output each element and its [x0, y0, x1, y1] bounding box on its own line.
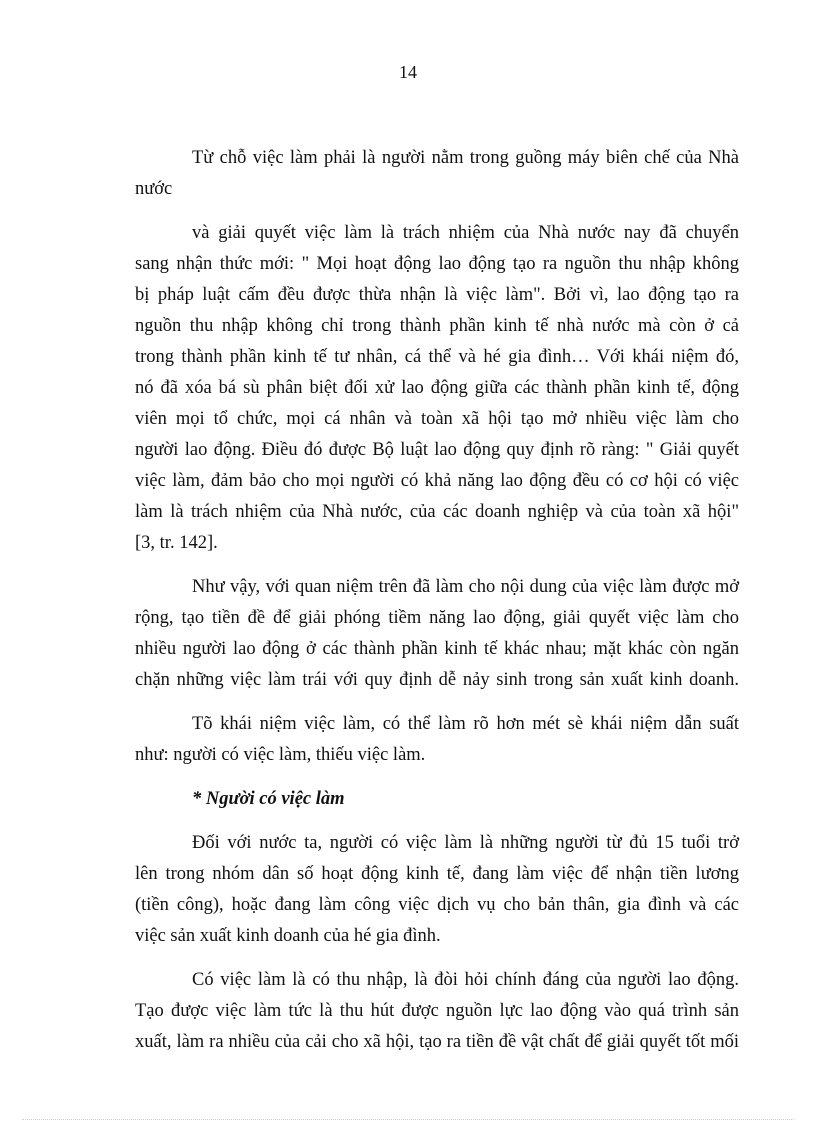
text-line: việc làm, đảm bảo cho mọi người có khả năng lao động đều có cơ hội có việc: [135, 471, 739, 491]
text-line: [3, tr. 142].: [135, 533, 218, 553]
text-line: nhiều người lao động ở các thành phần kinh tế khác nhau; mặt khác còn ngăn: [135, 639, 739, 659]
text-line: chặn những việc làm trái với quy định dễ nảy sinh trong sản xuất kinh doanh.: [135, 670, 739, 690]
paragraph-3: [135, 572, 739, 696]
text-line: nước: [135, 179, 173, 199]
text-line: (tiền công), hoặc đang làm công việc dịch vụ cho bản thân, gia đình và các: [135, 895, 739, 915]
text-line: Như vậy, với quan niệm trên đã làm cho nội dung của việc làm được mở: [192, 577, 739, 597]
text-line: viên mọi tổ chức, mọi cá nhân và toàn xã hội tạo mở nhiều việc làm cho: [135, 409, 739, 429]
text-line: như: người có việc làm, thiếu việc làm.: [135, 745, 426, 765]
section-heading: * Người có việc làm: [192, 789, 345, 809]
text-line: Tạo được việc làm tức là thu hút được nguồn lực lao động vào quá trình sản: [135, 1001, 739, 1021]
text-line: bị pháp luật cấm đều được thừa nhận là việc làm". Bởi vì, lao động tạo ra: [135, 285, 739, 305]
text-line: Tõ khái niệm việc làm, có thể làm rõ hơn mét sè khái niệm dẫn suất: [192, 714, 739, 734]
text-line: xuất, làm ra nhiều của cải cho xã hội, tạo ra tiền đề vật chất để giải quyết tốt mối: [135, 1032, 739, 1052]
paragraph-2: [135, 218, 739, 559]
text-line: nó đã xóa bá sù phân biệt đối xử lao động giữa các thành phần kinh tế, động: [135, 378, 739, 398]
page-number: 14: [399, 62, 417, 82]
text-line: trong thành phần kinh tế tư nhân, cá thể và hé gia đình… Với khái niệm đó,: [135, 347, 739, 367]
text-line: làm là trách nhiệm của Nhà nước, của các doanh nghiệp và của toàn xã hội": [135, 502, 739, 522]
text-line: sang nhận thức mới: " Mọi hoạt động lao động tạo ra nguồn thu nhập không: [135, 254, 739, 274]
text-line: rộng, tạo tiền đề để giải phóng tiềm năng lao động, giải quyết việc làm cho: [135, 608, 739, 628]
paragraph-5: [135, 828, 739, 952]
text-line: Đối với nước ta, người có việc làm là những người từ đủ 15 tuổi trở: [192, 833, 739, 853]
text-line: việc sản xuất kinh doanh của hé gia đình.: [135, 926, 441, 946]
paragraph-4: [135, 709, 739, 771]
document-body: [135, 143, 739, 1058]
paragraph-6: [135, 965, 739, 1058]
text-line: Từ chỗ việc làm phải là người nằm trong guồng máy biên chế của Nhà: [192, 148, 739, 168]
page-bottom-border: [22, 1119, 794, 1120]
text-line: người lao động. Điều đó được Bộ luật lao động quy định rõ ràng: " Giải quyết: [135, 440, 739, 460]
text-line: và giải quyết việc làm là trách nhiệm của Nhà nước nay đã chuyển: [192, 223, 739, 243]
text-line: lên trong nhóm dân số hoạt động kinh tế, đang làm việc để nhận tiền lương: [135, 864, 739, 884]
text-line: nguồn thu nhập không chỉ trong thành phần kinh tế nhà nước mà còn ở cả: [135, 316, 739, 336]
text-line: Có việc làm là có thu nhập, là đòi hỏi chính đáng của người lao động.: [192, 970, 739, 990]
paragraph-1: [135, 143, 739, 205]
